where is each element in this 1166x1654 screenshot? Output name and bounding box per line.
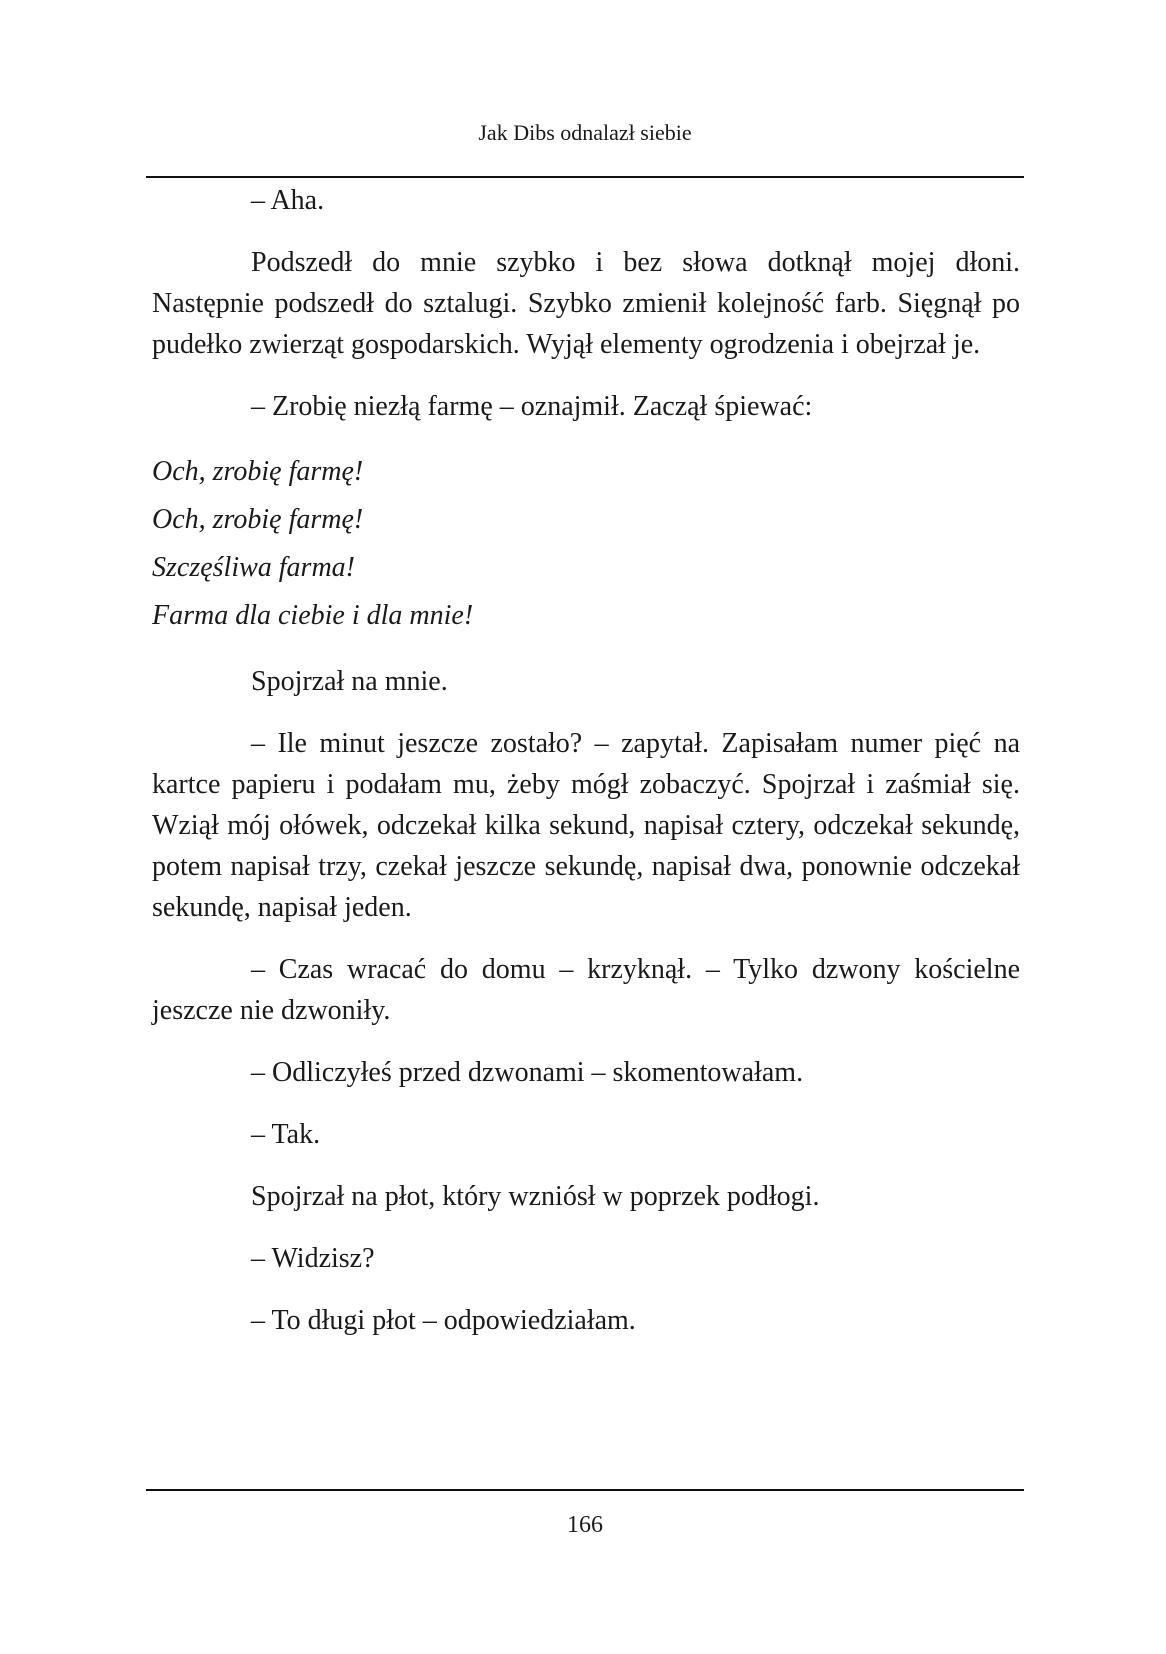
paragraph: Spojrzał na mnie.: [251, 666, 448, 697]
paragraph: – Czas wracać do domu – krzyknął. – Tylko dzwony kościelne jeszcze nie dzwoniły.: [152, 954, 1020, 1026]
paragraph: – To długi płot – odpowiedziałam.: [251, 1305, 636, 1336]
verse-line: Farma dla ciebie i dla mnie!: [152, 600, 474, 631]
paragraph: – Tak.: [251, 1119, 321, 1150]
paragraph: – Widzisz?: [251, 1243, 375, 1274]
paragraph: – Ile minut jeszcze zostało? – zapytał. Zapisałam numer pięć na kartce papieru i podałam mu, żeby mógł zobaczyć. Spojrzał i zaśmiał się. Wziął mój ołówek, odczekał kilka sekund, napisał cztery, odczekał sekundę, potem napisał trzy, czekał jeszcze sekundę, napisał dwa, ponownie odczekał sekundę, napisał jeden.: [152, 728, 1020, 923]
page-number: 166: [567, 1512, 603, 1538]
footer-rule: [146, 1489, 1024, 1491]
paragraph: Podszedł do mnie szybko i bez słowa dotknął mojej dłoni. Następnie podszedł do sztalugi. Szybko zmienił kolejność farb. Sięgnął po pudełko zwierząt gospodarskich. Wyjął elementy ogrodzenia i obejrzał je.: [152, 247, 1020, 360]
paragraph: Spojrzał na płot, który wzniósł w poprzek podłogi.: [251, 1181, 820, 1212]
paragraph: – Zrobię niezłą farmę – oznajmił. Zaczął śpiewać:: [251, 391, 813, 422]
header-rule: [146, 176, 1024, 178]
page-body: [152, 180, 1020, 1362]
verse-line: Och, zrobię farmę!: [152, 456, 364, 487]
song-verse: [152, 448, 1020, 640]
paragraph: – Aha.: [251, 185, 325, 216]
verse-line: Och, zrobię farmę!: [152, 504, 364, 535]
verse-line: Szczęśliwa farma!: [152, 552, 355, 583]
running-title: Jak Dibs odnalazł siebie: [478, 120, 692, 145]
paragraph: – Odliczyłeś przed dzwonami – skomentowałam.: [251, 1057, 804, 1088]
